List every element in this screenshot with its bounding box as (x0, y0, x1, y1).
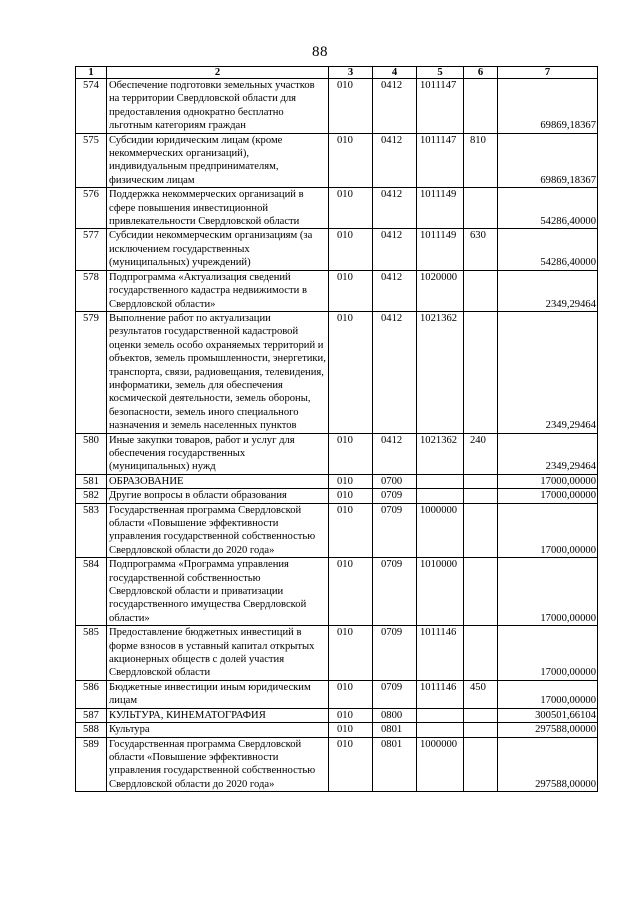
section-code-cell: 0801 (373, 723, 417, 737)
expense-type-code-cell: 240 (464, 433, 498, 474)
row-number-cell: 588 (76, 723, 107, 737)
row-number-cell: 576 (76, 188, 107, 229)
table-row (76, 433, 598, 474)
section-code-cell: 0801 (373, 737, 417, 792)
table-row (76, 229, 598, 270)
table-row (76, 474, 598, 488)
page-number: 88 (312, 44, 328, 60)
amount-cell: 297588,00000 (498, 737, 598, 792)
amount-cell: 17000,00000 (498, 558, 598, 626)
amount-cell: 297588,00000 (498, 723, 598, 737)
admin-code-cell: 010 (329, 229, 373, 270)
table-row (76, 626, 598, 681)
target-code-cell (417, 708, 464, 722)
table-row (76, 558, 598, 626)
section-code-cell: 0709 (373, 680, 417, 708)
admin-code-cell: 010 (329, 270, 373, 311)
target-code-cell: 1020000 (417, 270, 464, 311)
expense-type-code-cell (464, 708, 498, 722)
target-code-cell: 1010000 (417, 558, 464, 626)
item-name-cell: Предоставление бюджетных инвестиций в форме взносов в уставный капитал открытых акционерных обществ с долей участия Свердловской области (107, 626, 329, 681)
row-number-cell: 589 (76, 737, 107, 792)
section-code-cell: 0412 (373, 311, 417, 433)
admin-code-cell: 010 (329, 489, 373, 503)
amount-cell: 2349,29464 (498, 433, 598, 474)
item-name-cell: Другие вопросы в области образования (107, 489, 329, 503)
section-code-cell: 0709 (373, 489, 417, 503)
item-name-cell: Подпрограмма «Программа управления государственной собственностью Свердловской области и приватизации государственного имущества Свердловской области» (107, 558, 329, 626)
expense-type-code-cell (464, 270, 498, 311)
item-name-cell: Государственная программа Свердловской области «Повышение эффективности управления государственной собственностью Свердловской области до 2020 года» (107, 503, 329, 558)
header-cell-7: 7 (498, 67, 598, 79)
row-number-cell: 579 (76, 311, 107, 433)
table-row (76, 503, 598, 558)
table-row (76, 270, 598, 311)
item-name-cell: Иные закупки товаров, работ и услуг для обеспечения государственных (муниципальных) нужд (107, 433, 329, 474)
expense-type-code-cell (464, 474, 498, 488)
admin-code-cell: 010 (329, 79, 373, 134)
table-row (76, 79, 598, 134)
table-body (76, 79, 598, 792)
target-code-cell: 1000000 (417, 503, 464, 558)
admin-code-cell: 010 (329, 626, 373, 681)
item-name-cell: ОБРАЗОВАНИЕ (107, 474, 329, 488)
section-code-cell: 0412 (373, 133, 417, 188)
row-number-cell: 574 (76, 79, 107, 134)
item-name-cell: Государственная программа Свердловской области «Повышение эффективности управления государственной собственностью Свердловской области до 2020 года» (107, 737, 329, 792)
header-cell-6: 6 (464, 67, 498, 79)
row-number-cell: 581 (76, 474, 107, 488)
amount-cell: 17000,00000 (498, 503, 598, 558)
row-number-cell: 584 (76, 558, 107, 626)
item-name-cell: Поддержка некоммерческих организаций в сфере повышения инвестиционной привлекательности Свердловской области (107, 188, 329, 229)
table-row (76, 708, 598, 722)
table-row (76, 723, 598, 737)
row-number-cell: 575 (76, 133, 107, 188)
section-code-cell: 0800 (373, 708, 417, 722)
row-number-cell: 586 (76, 680, 107, 708)
amount-cell: 69869,18367 (498, 79, 598, 134)
header-cell-2: 2 (107, 67, 329, 79)
item-name-cell: Бюджетные инвестиции иным юридическим лицам (107, 680, 329, 708)
admin-code-cell: 010 (329, 680, 373, 708)
table-row (76, 133, 598, 188)
amount-cell: 2349,29464 (498, 270, 598, 311)
header-cell-3: 3 (329, 67, 373, 79)
admin-code-cell: 010 (329, 503, 373, 558)
header-cell-1: 1 (76, 67, 107, 79)
admin-code-cell: 010 (329, 188, 373, 229)
expense-type-code-cell (464, 737, 498, 792)
section-code-cell: 0412 (373, 188, 417, 229)
section-code-cell: 0412 (373, 229, 417, 270)
target-code-cell: 1000000 (417, 737, 464, 792)
amount-cell: 69869,18367 (498, 133, 598, 188)
expense-type-code-cell (464, 723, 498, 737)
section-code-cell: 0700 (373, 474, 417, 488)
amount-cell: 2349,29464 (498, 311, 598, 433)
row-number-cell: 580 (76, 433, 107, 474)
admin-code-cell: 010 (329, 311, 373, 433)
item-name-cell: Подпрограмма «Актуализация сведений государственного кадастра недвижимости в Свердловской области» (107, 270, 329, 311)
header-cell-5: 5 (417, 67, 464, 79)
expense-type-code-cell (464, 188, 498, 229)
section-code-cell: 0709 (373, 558, 417, 626)
amount-cell: 300501,66104 (498, 708, 598, 722)
target-code-cell: 1011146 (417, 626, 464, 681)
expense-type-code-cell (464, 489, 498, 503)
expense-type-code-cell (464, 503, 498, 558)
admin-code-cell: 010 (329, 433, 373, 474)
amount-cell: 17000,00000 (498, 474, 598, 488)
expense-type-code-cell (464, 626, 498, 681)
item-name-cell: КУЛЬТУРА, КИНЕМАТОГРАФИЯ (107, 708, 329, 722)
target-code-cell (417, 489, 464, 503)
admin-code-cell: 010 (329, 133, 373, 188)
admin-code-cell: 010 (329, 737, 373, 792)
table-row (76, 311, 598, 433)
row-number-cell: 582 (76, 489, 107, 503)
row-number-cell: 587 (76, 708, 107, 722)
admin-code-cell: 010 (329, 723, 373, 737)
amount-cell: 54286,40000 (498, 229, 598, 270)
expense-type-code-cell: 630 (464, 229, 498, 270)
target-code-cell: 1011146 (417, 680, 464, 708)
item-name-cell: Субсидии юридическим лицам (кроме некоммерческих организаций), индивидуальным предпринимателям, физическим лицам (107, 133, 329, 188)
target-code-cell: 1011147 (417, 133, 464, 188)
target-code-cell: 1011147 (417, 79, 464, 134)
admin-code-cell: 010 (329, 558, 373, 626)
amount-cell: 54286,40000 (498, 188, 598, 229)
expense-type-code-cell: 810 (464, 133, 498, 188)
amount-cell: 17000,00000 (498, 626, 598, 681)
target-code-cell: 1011149 (417, 229, 464, 270)
section-code-cell: 0709 (373, 503, 417, 558)
expense-type-code-cell (464, 79, 498, 134)
item-name-cell: Культура (107, 723, 329, 737)
target-code-cell (417, 474, 464, 488)
amount-cell: 17000,00000 (498, 680, 598, 708)
table-row (76, 680, 598, 708)
target-code-cell: 1021362 (417, 311, 464, 433)
expense-type-code-cell (464, 311, 498, 433)
header-cell-4: 4 (373, 67, 417, 79)
section-code-cell: 0412 (373, 79, 417, 134)
section-code-cell: 0412 (373, 433, 417, 474)
item-name-cell: Субсидии некоммерческим организациям (за исключением государственных (муниципальных) учреждений) (107, 229, 329, 270)
row-number-cell: 577 (76, 229, 107, 270)
target-code-cell: 1021362 (417, 433, 464, 474)
expense-type-code-cell: 450 (464, 680, 498, 708)
section-code-cell: 0412 (373, 270, 417, 311)
expense-type-code-cell (464, 558, 498, 626)
item-name-cell: Обеспечение подготовки земельных участков на территории Свердловской области для предоставления однократно бесплатно льготным категориям граждан (107, 79, 329, 134)
table-row (76, 188, 598, 229)
target-code-cell (417, 723, 464, 737)
section-code-cell: 0709 (373, 626, 417, 681)
row-number-cell: 583 (76, 503, 107, 558)
item-name-cell: Выполнение работ по актуализации результатов государственной кадастровой оценки земель особо охраняемых территорий и объектов, земель промышленности, энергетики, транспорта, связи, радиовещания, телевидения, информатики, земель для обеспечения космической деятельности, земель обороны, безопасности, земель иного специального назначения и земель населенных пунктов (107, 311, 329, 433)
admin-code-cell: 010 (329, 708, 373, 722)
row-number-cell: 578 (76, 270, 107, 311)
header-row (76, 67, 598, 79)
target-code-cell: 1011149 (417, 188, 464, 229)
table-row (76, 737, 598, 792)
row-number-cell: 585 (76, 626, 107, 681)
amount-cell: 17000,00000 (498, 489, 598, 503)
budget-table (75, 66, 598, 792)
table-row (76, 489, 598, 503)
admin-code-cell: 010 (329, 474, 373, 488)
